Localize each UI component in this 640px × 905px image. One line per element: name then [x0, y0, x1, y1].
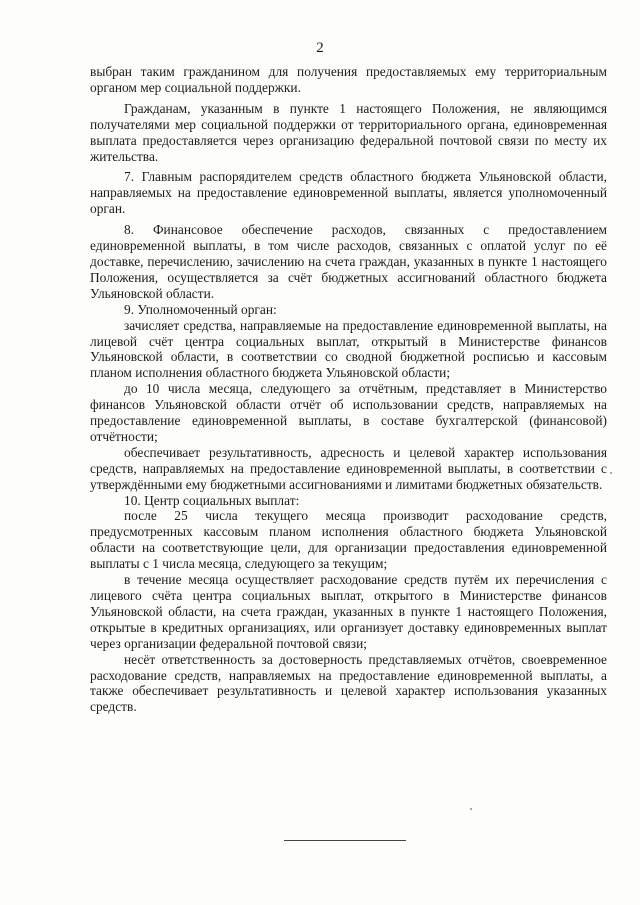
paragraph-item-10-spending: после 25 числа текущего месяца производит расходование средств, предусмотренных кассовым планом исполнения областного бюджета Ульяновской области на соответствующие цели, для организации предоставления единовременной выплаты с 1 числа месяца, следующего за текущим;: [90, 508, 607, 572]
scan-speck: [610, 472, 612, 474]
paragraph-item-9-credit-funds: зачисляет средства, направляемые на предоставление единовременной выплаты, на лицевой счёт центра социальных выплат, открытый в Министерстве финансов Ульяновской области, в соответствии со сводной бюджетной росписью и кассовым планом исполнения областного бюджета Ульяновской области;: [90, 317, 607, 381]
paragraph-postal-delivery: Гражданам, указанным в пункте 1 настоящего Положения, не являющимся получателями мер социальной поддержки от территориального органа, единовременная выплата предоставляется через организацию федеральной почтовой связи по месту их жительства.: [90, 100, 607, 164]
paragraph-item-10-transfer: в течение месяца осуществляет расходование средств путём их перечисления с лицевого счёта центра социальных выплат, открытого в Министерстве финансов Ульяновской области, на счета граждан, указанных в пункте 1 настоящего Положения, открытые в кредитных организациях, или организует доставку единовременных выплат через организации федеральной почтовой связи;: [90, 572, 607, 651]
document-body: [90, 64, 607, 715]
paragraph-item-10-heading: 10. Центр социальных выплат:: [124, 492, 300, 508]
paragraph-item-9-ensure: обеспечивает результативность, адресность и целевой характер использования средств, направляемых на предоставление единовременной выплаты, в соответствии с утверждёнными ему бюджетными ассигнованиями и лимитами бюджетных обязательств.: [90, 444, 607, 492]
paragraph-continuation: выбран таким гражданином для получения предоставляемых ему территориальным органом мер социальной поддержки.: [90, 64, 607, 95]
paragraph-item-10-responsibility: несёт ответственность за достоверность представляемых отчётов, своевременное расходование средств, направляемых на предоставление единовременной выплаты, а также обеспечивает результативность и целевой характер использования указанных средств.: [90, 651, 607, 715]
closing-rule: [284, 840, 406, 841]
paragraph-item-9-report: до 10 числа месяца, следующего за отчётным, представляет в Министерство финансов Ульяновской области отчёт об использовании средств, направляемых на предоставление единовременной выплаты, в составе бухгалтерской (финансовой) отчётности;: [90, 381, 607, 444]
scan-speck: [470, 808, 472, 810]
paragraph-item-9-heading: 9. Уполномоченный орган:: [124, 301, 277, 317]
paragraph-item-7: 7. Главным распорядителем средств областного бюджета Ульяновской области, направляемых на предоставление единовременной выплаты, является уполномоченный орган.: [90, 169, 607, 217]
paragraph-item-8: 8. Финансовое обеспечение расходов, связанных с предоставлением единовременной выплаты, в том числе расходов, связанных с оплатой услуг по её доставке, перечислению, зачислению на счета граждан, указанных в пункте 1 настоящего Положения, осуществляется за счёт бюджетных ассигнований областного бюджета Ульяновской области.: [90, 222, 607, 301]
page-number: 2: [316, 40, 324, 56]
